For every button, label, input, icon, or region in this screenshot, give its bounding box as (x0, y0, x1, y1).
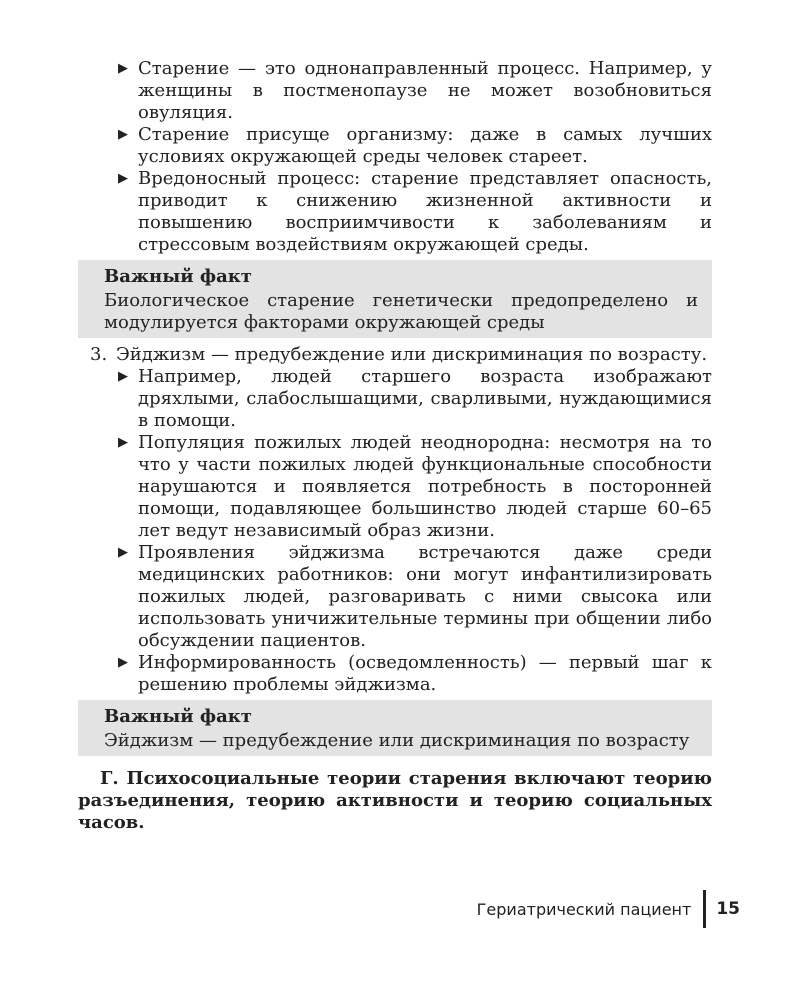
item3-bullet-list (78, 366, 712, 696)
section-heading-g: Г. Психосоциальные теории старения включают теорию разъединения, теорию активности и теорию социальных часов. (78, 768, 712, 833)
list-item (78, 366, 712, 432)
page-footer (477, 890, 740, 928)
bullet-text: Например, людей старшего возраста изображают дряхлыми, слабослышащими, сварливыми, нуждающимися в помощи. (138, 366, 712, 431)
fact-title: Важный факт (104, 266, 252, 287)
triangle-bullet-icon: ▶ (118, 61, 128, 76)
list-item (78, 652, 712, 696)
fact-title: Важный факт (104, 706, 252, 727)
triangle-bullet-icon: ▶ (118, 127, 128, 142)
bullet-text: Старение — это однонаправленный процесс. Например, у женщины в постменопаузе не может возобновиться овуляция. (138, 58, 712, 123)
list-item (78, 58, 712, 124)
bullet-text: Старение присуще организму: даже в самых лучших условиях окружающей среды человек стареет. (138, 124, 712, 167)
item-text: Эйджизм — предубеждение или дискриминация по возрасту. (116, 344, 708, 365)
bullet-text: Вредоносный процесс: старение представляет опасность, приводит к снижению жизненной активности и повышению восприимчивости к заболеваниям и стрессовым воздействиям окружающей среды. (138, 168, 712, 255)
bullet-text: Проявления эйджизма встречаются даже среди медицинских работников: они могут инфантилизировать пожилых людей, разговаривать с ними свысока или использовать уничижительные термины при общении либо обсуждении пациентов. (138, 542, 712, 651)
item-number: 3. (90, 344, 108, 365)
footer-divider (703, 890, 706, 928)
triangle-bullet-icon: ▶ (118, 171, 128, 186)
list-item (78, 124, 712, 168)
triangle-bullet-icon: ▶ (118, 545, 128, 560)
fact-text: Эйджизм — предубеждение или дискриминация по возрасту (104, 730, 690, 751)
important-fact-box-1 (78, 260, 712, 338)
list-item (78, 432, 712, 542)
list-item (78, 168, 712, 256)
top-bullet-list (78, 58, 712, 256)
important-fact-box-2 (78, 700, 712, 756)
list-item (78, 542, 712, 652)
triangle-bullet-icon: ▶ (118, 435, 128, 450)
bullet-text: Информированность (осведомленность) — первый шаг к решению проблемы эйджизма. (138, 652, 712, 695)
page-number: 15 (716, 899, 740, 919)
bullet-text: Популяция пожилых людей неоднородна: несмотря на то что у части пожилых людей функциональные способности нарушаются и появляется потребность в посторонней помощи, подавляющее большинство людей старше 60–65 лет ведут независимый образ жизни. (138, 432, 712, 541)
numbered-item-3 (78, 344, 712, 366)
page-content (78, 58, 712, 834)
triangle-bullet-icon: ▶ (118, 369, 128, 384)
running-title: Гериатрический пациент (476, 899, 692, 919)
fact-text: Биологическое старение генетически предопределено и модулируется факторами окружающей среды (104, 290, 698, 333)
triangle-bullet-icon: ▶ (118, 655, 128, 670)
